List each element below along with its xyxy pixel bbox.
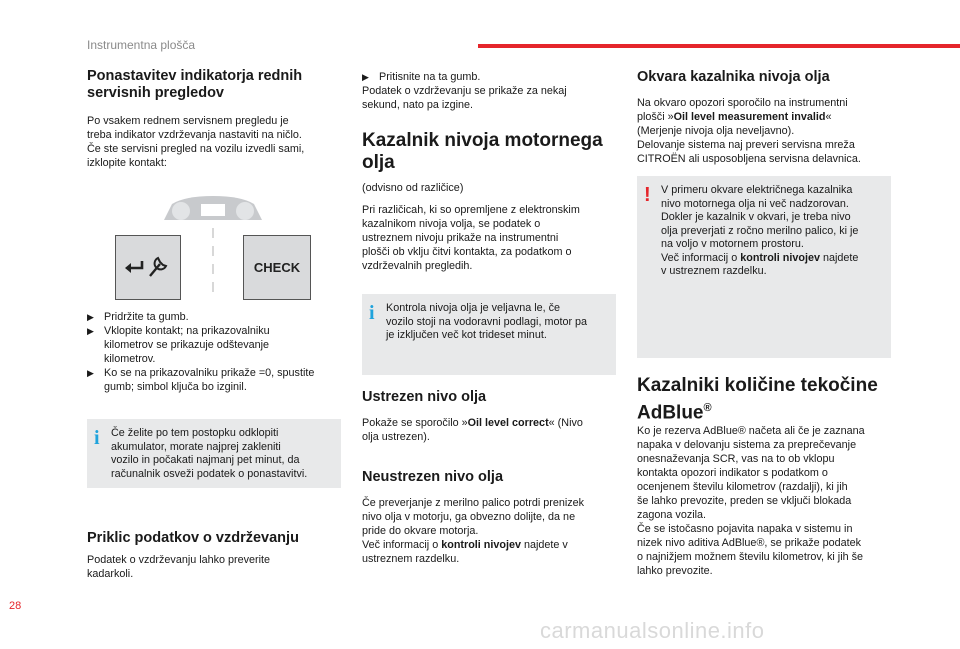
text-fragment: «: [825, 111, 832, 123]
text-line: Vklopite kontakt; na prikazovalniku: [104, 325, 270, 337]
text-line: Podatek o vzdrževanju se prikaže za nekaj: [362, 85, 567, 97]
text-fragment: Pokaže se sporočilo »: [362, 417, 468, 429]
link-keyword: kontroli nivojev: [441, 539, 522, 551]
message-keyword: Oil level correct: [467, 417, 549, 429]
text-line: kadarkoli.: [87, 568, 134, 580]
text-line: Če ste servisni pregled na vozilu izvedli sami,: [87, 143, 305, 155]
info-icon: i: [94, 427, 100, 449]
text-fragment: najdete: [820, 251, 859, 264]
text-line: Če preverjanje z merilno palico potrdi prenizek: [362, 497, 585, 509]
check-label: CHECK: [253, 260, 301, 275]
text-line: lahko prevozite.: [637, 565, 713, 577]
heading-oil-ok: Ustrezen nivo olja: [362, 389, 487, 405]
text-line: o najnižjem možnem številu kilometrov, ki jih še: [637, 551, 864, 563]
return-wrench-icon: [116, 236, 180, 299]
text-line: [362, 538, 620, 552]
text-line: V primeru okvare električnega kazalnika: [661, 184, 853, 196]
header-title: Instrumentna plošča: [87, 38, 196, 52]
text-line: Na okvaro opozori sporočilo na instrumentni: [637, 97, 848, 109]
text-fragment: plošči »: [637, 111, 674, 123]
text-line: (Merjenje nivoja olja neveljavno).: [637, 125, 795, 137]
text-line: vozilo stoji na vodoravni podlagi, motor pa: [386, 315, 588, 328]
heading-adblue-indicators: [637, 375, 878, 424]
info-box-battery: [87, 419, 341, 488]
info-box-oil-check: [362, 294, 616, 375]
text-line: kilometrov se prikazuje odštevanje: [104, 339, 270, 351]
text-line: ocenjenem številu kilometrov (razdalji), ki jih: [637, 481, 848, 493]
heading-line: Ponastavitev indikatorja rednih: [87, 68, 303, 84]
text-line: Pritisnite na ta gumb.: [379, 71, 481, 83]
text-line: plošči ob vklju čitvi kontakta, za podatkom o: [362, 246, 572, 258]
text-line: Po vsakem rednem servisnem pregledu je: [87, 115, 289, 127]
para-oil-main: [362, 203, 620, 273]
text-line: napaka v delovanju sistema za preprečevanje: [637, 439, 857, 451]
text-line: računalnik osveži podatek o ponastavitvi.: [111, 467, 308, 480]
heading-line: AdBlue: [637, 402, 704, 424]
registered-mark: ®: [703, 402, 712, 414]
text-line: Dokler je kazalnik v okvari, je treba nivo: [661, 211, 851, 223]
list-item: [362, 70, 620, 84]
para-oil-fault: [637, 96, 899, 166]
text-line: v ustreznem razdelku.: [661, 265, 767, 277]
text-line: ustreznem razdelku.: [362, 553, 460, 565]
list-item: [87, 324, 349, 366]
info-text: [386, 302, 606, 343]
check-button: [243, 235, 311, 300]
reset-button: [115, 235, 181, 300]
text-line: kilometrov.: [104, 353, 156, 365]
text-line: vozilo in počakati najmanj pet minut, da: [111, 454, 300, 466]
page-number: 28: [9, 600, 22, 612]
text-line: [637, 110, 899, 124]
footer-watermark: carmanualsonline.info: [540, 618, 765, 643]
text-line: zagona vozila.: [637, 509, 707, 521]
text-line: Pridržite ta gumb.: [104, 311, 189, 323]
text-line: Kontrola nivoja olja je veljavna le, če: [386, 302, 561, 314]
text-line: sekund, nato pa izgine.: [362, 99, 474, 111]
triangle-bullet-icon: ▶: [87, 368, 94, 378]
header-accent-bar: [478, 44, 960, 48]
text-line: na voljo v motornem prostoru.: [661, 238, 804, 250]
list-item: [87, 310, 349, 324]
heading-oil-bad: Neustrezen nivo olja: [362, 469, 504, 485]
text-line: nivo motornega olja ni več nadzorovan.: [661, 197, 849, 210]
text-line: Če se istočasno pojavita napaka v sistemu in: [637, 523, 853, 535]
para-depending-version: (odvisno od različice): [362, 182, 464, 194]
text-line: nivo olja v motorju, ga obvezno dolijte, da ne: [362, 511, 576, 523]
text-line: ustreznem nivoju prikaže na instrumentni: [362, 232, 559, 244]
text-line: Ko je rezerva AdBlue® načeta ali če je zaznana: [637, 425, 865, 437]
column-2: [362, 70, 620, 112]
text-line: pride do okvare motorja.: [362, 525, 479, 537]
text-fragment: « (Nivo: [548, 417, 583, 429]
list-item: [87, 366, 349, 394]
warning-box-oil: [637, 176, 891, 358]
text-line: kazalnikom nivoja volja, se podatek o: [362, 218, 541, 230]
text-line: olja preverjati z ročno merilno palico, ki je: [661, 224, 859, 237]
text-fragment: najdete v: [521, 539, 568, 551]
text-line: Če želite po tem postopku odklopiti: [111, 427, 279, 439]
text-line: Pri različicah, ki so opremljene z elektronskim: [362, 204, 580, 216]
message-keyword: Oil level measurement invalid: [673, 111, 826, 123]
dashboard-illustration: [115, 192, 311, 304]
heading-oil-fault: Okvara kazalnika nivoja olja: [637, 69, 830, 85]
text-line: Delovanje sistema naj preveri servisna mreža: [637, 139, 855, 151]
warning-text: [661, 184, 881, 279]
heading-oil-level-indicator: [362, 130, 603, 174]
heading-line: Kazalnik nivoja motornega: [362, 130, 603, 151]
warning-exclamation-icon: !: [644, 184, 651, 206]
text-line: Podatek o vzdrževanju lahko preverite: [87, 554, 271, 566]
text-fragment: Več informacij o: [362, 539, 442, 551]
heading-recall-maintenance: Priklic podatkov o vzdrževanju: [87, 530, 299, 546]
link-keyword: kontroli nivojev: [740, 251, 821, 264]
heading-reset-indicator: [87, 68, 347, 102]
text-line: CITROËN ali usposobljena servisna delavnica.: [637, 153, 861, 165]
text-line: olja ustrezen).: [362, 431, 430, 443]
text-line: onesnaževanja SCR, vas na to ob vklopu: [637, 453, 835, 465]
text-line: še lahko prevozite, preden se vključi blokada: [637, 495, 852, 507]
triangle-bullet-icon: ▶: [362, 72, 369, 82]
text-line: akumulator, morate najprej zakleniti: [111, 440, 281, 453]
heading-line: Kazalniki količine tekočine: [637, 375, 878, 396]
text-fragment: Več informacij o: [661, 251, 741, 264]
info-text: [111, 427, 331, 481]
text-line: [362, 416, 620, 430]
text-line: treba indikator vzdrževanja nastaviti na ničlo.: [87, 129, 302, 141]
text-line: gumb; simbol ključa bo izginil.: [104, 381, 247, 393]
heading-line: servisnih pregledov: [87, 85, 224, 101]
para-oil-ok: [362, 416, 620, 444]
para-oil-bad: [362, 496, 620, 566]
para-recall: [87, 553, 270, 581]
heading-line: olja: [362, 152, 395, 173]
text-line: Ko se na prikazovalniku prikaže =0, spustite: [104, 367, 315, 379]
para-adblue: [637, 424, 899, 578]
text-line: izklopite kontakt:: [87, 157, 167, 169]
text-line: nizek nivo aditiva AdBlue®, se prikaže podatek: [637, 537, 862, 549]
text-line: je izključen več kot trideset minut.: [386, 329, 547, 341]
reset-steps-list: [87, 310, 349, 394]
triangle-bullet-icon: ▶: [87, 312, 94, 322]
triangle-bullet-icon: ▶: [87, 326, 94, 336]
para-reset-intro: [87, 114, 349, 170]
info-icon: i: [369, 302, 375, 324]
text-line: kontakta opozori indikator s podatkom o: [637, 467, 828, 479]
text-line: vzdrževalnih pregledih.: [362, 260, 473, 272]
